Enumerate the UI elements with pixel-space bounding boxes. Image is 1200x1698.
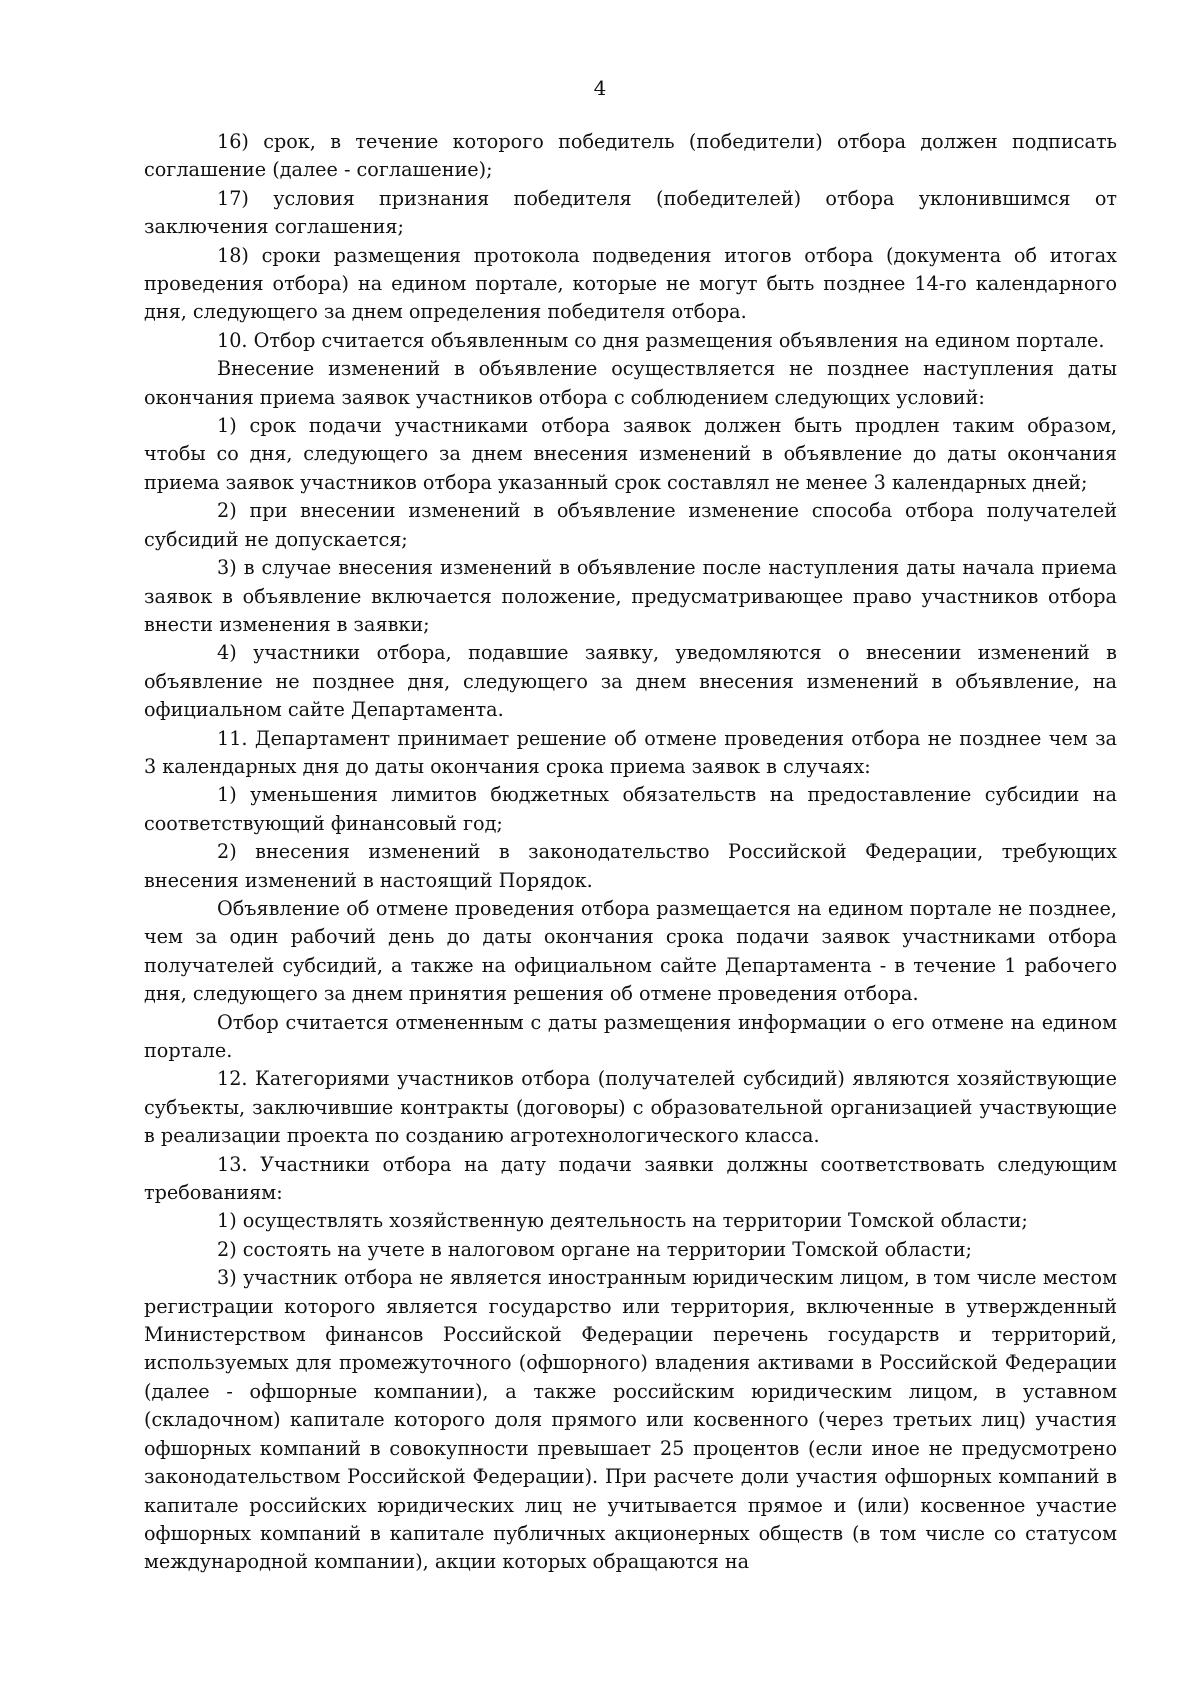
paragraph: 10. Отбор считается объявленным со дня размещения объявления на едином портале. [217,328,1105,352]
paragraph: 3) в случае внесения изменений в объявление после наступления даты начала приема заявок в объявление включается положение, предусматривающее право участников отбора внести изменения в заявки; [144,556,1117,636]
paragraph: 1) уменьшения лимитов бюджетных обязательств на предоставление субсидии на соответствующий финансовый год; [144,783,1117,835]
page-number: 4 [593,76,607,100]
paragraph: Отбор считается отмененным с даты размещения информации о его отмене на едином портале. [144,1010,1117,1062]
paragraph: 1) срок подачи участниками отбора заявок должен быть продлен таким образом, чтобы со дня, следующего за днем внесения изменений в объявление до даты окончания приема заявок участников отбора указанный срок составлял не менее 3 календарных дней; [144,414,1117,494]
paragraph: 1) осуществлять хозяйственную деятельность на территории Томской области; [217,1209,1028,1233]
paragraph: Внесение изменений в объявление осуществляется не позднее наступления даты окончания приема заявок участников отбора с соблюдением следующих условий: [144,357,1117,409]
paragraph: 2) при внесении изменений в объявление изменение способа отбора получателей субсидий не допускается; [144,499,1117,551]
paragraph: 2) состоять на учете в налоговом органе на территории Томской области; [217,1237,972,1261]
paragraph: 12. Категориями участников отбора (получателей субсидий) являются хозяйствующие субъекты, заключившие контракты (договоры) с образовательной организацией участвующие в реализации проекта по созданию агротехнологического класса. [144,1067,1117,1148]
paragraph: 16) срок, в течение которого победитель (победители) отбора должен подписать соглашение (далее - соглашение); [144,130,1117,182]
paragraph: 17) условия признания победителя (победителей) отбора уклонившимся от заключения соглашения; [144,186,1117,239]
paragraph: 4) участники отбора, подавшие заявку, уведомляются о внесении изменений в объявление не позднее дня, следующего за днем внесения изменений в объявление, на официальном сайте Департамента. [144,641,1117,722]
paragraph: 13. Участники отбора на дату подачи заявки должны соответствовать следующим требованиям: [144,1152,1117,1205]
paragraph: 3) участник отбора не является иностранным юридическим лицом, в том числе местом регистрации которого является государство или территория, включенные в утвержденный Министерством финансов Российской Федерации перечень государств и территорий, используемых для промежуточного (офшорного) владения активами в Российской Федерации (далее - офшорные компании), а также российским юридическим лицом, в уставном (складочном) капитале которого доля прямого или косвенного (через третьих лиц) участия офшорных компаний в совокупности превышает 25 процентов (если иное не предусмотрено законодательством Российской Федерации). При расчете доли участия офшорных компаний в капитале российских юридических лиц не учитывается прямое и (или) косвенное участие офшорных компаний в капитале публичных акционерных обществ (в том числе со статусом международной компании), акции которых обращаются на [144,1266,1117,1574]
paragraph: 11. Департамент принимает решение об отмене проведения отбора не позднее чем за 3 календарных дня до даты окончания срока приема заявок в случаях: [144,726,1117,778]
document-body [144,128,1117,1577]
paragraph: 18) сроки размещения протокола подведения итогов отбора (документа об итогах проведения отбора) на едином портале, которые не могут быть позднее 14-го календарного дня, следующего за днем определения победителя отбора. [144,243,1117,324]
paragraph: Объявление об отмене проведения отбора размещается на едином портале не позднее, чем за один рабочий день до даты окончания срока подачи заявок участниками отбора получателей субсидий, а также на официальном сайте Департамента - в течение 1 рабочего дня, следующего за днем принятия решения об отмене проведения отбора. [144,896,1117,1006]
paragraph: 2) внесения изменений в законодательство Российской Федерации, требующих внесения изменений в настоящий Порядок. [144,840,1117,892]
